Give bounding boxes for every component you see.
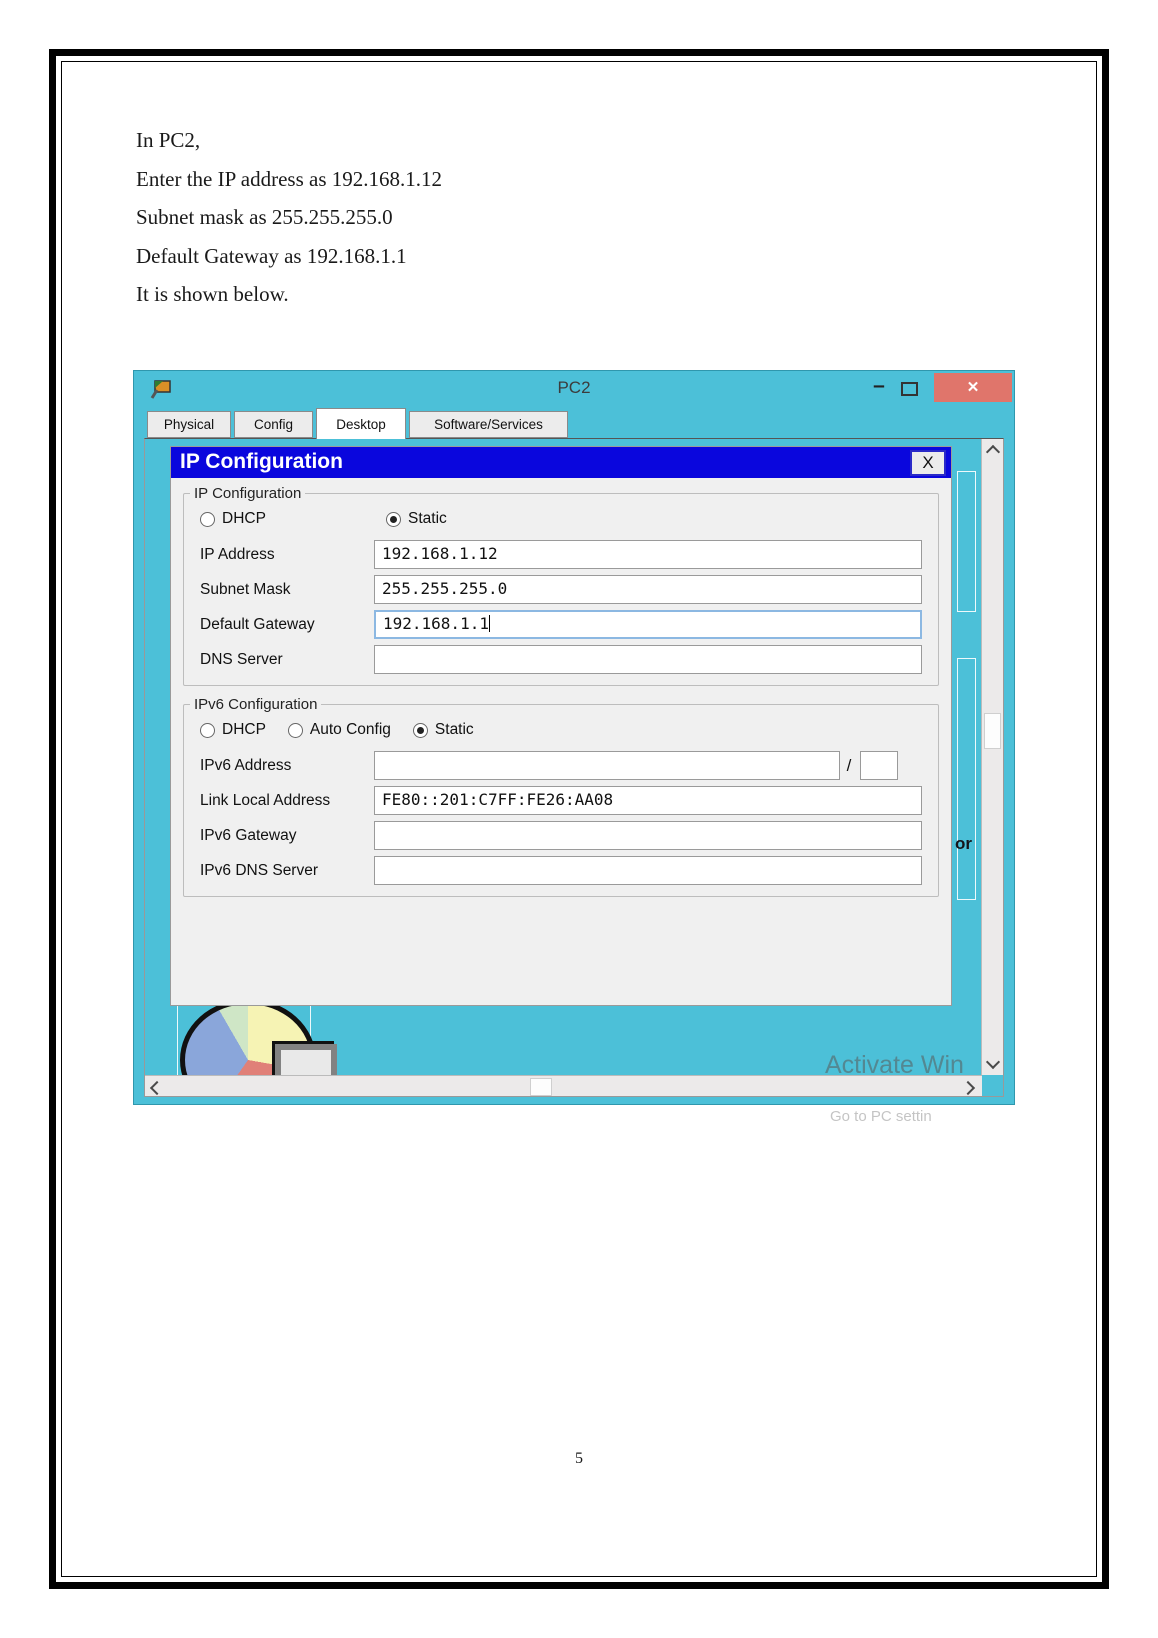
minimize-icon[interactable]: – (873, 374, 885, 397)
window-title: PC2 (557, 378, 591, 397)
doc-line: Enter the IP address as 192.168.1.12 (136, 166, 442, 191)
vertical-scroll-thumb[interactable] (984, 713, 1001, 749)
radio-ipv6-static[interactable] (413, 721, 474, 739)
radio-circle-icon (386, 512, 401, 527)
ipv6-dns-server-field[interactable] (374, 856, 922, 885)
radio-ipv6-dhcp[interactable] (200, 721, 266, 739)
maximize-icon[interactable] (896, 379, 922, 401)
scroll-right-icon[interactable] (961, 1081, 975, 1095)
scroll-up-icon[interactable] (986, 445, 1000, 459)
window-titlebar[interactable] (134, 371, 1014, 408)
radio-label: Static (434, 721, 474, 738)
doc-line: In PC2, (136, 128, 201, 152)
radio-circle-icon (200, 512, 215, 527)
ipv4-radio-row (200, 506, 930, 532)
scroll-left-icon[interactable] (150, 1081, 164, 1095)
field-label: IP Address (200, 545, 275, 563)
ipv6-radio-row (200, 717, 930, 743)
ip-address-field[interactable]: 192.168.1.12 (374, 540, 922, 569)
doc-line: Subnet mask as 255.255.255.0 (136, 205, 393, 230)
ipv4-groupbox (183, 485, 939, 686)
form-row (200, 645, 922, 674)
field-label: IPv6 DNS Server (200, 861, 319, 879)
ipv6-address-field[interactable] (374, 751, 840, 780)
desktop-grid-line (177, 999, 178, 1075)
tab-physical[interactable]: Physical (147, 411, 231, 438)
ipv6-legend: IPv6 Configuration (194, 696, 318, 713)
subnet-mask-field[interactable]: 255.255.255.0 (374, 575, 922, 604)
dialog-body (171, 478, 951, 1005)
doc-line: It is shown below. (136, 282, 289, 307)
form-row (200, 610, 922, 639)
ipv4-legend: IP Configuration (194, 485, 302, 502)
field-label: IPv6 Address (200, 756, 292, 774)
dialog-title[interactable]: IP Configuration (171, 447, 951, 478)
activate-windows-watermark-line2: Go to PC settin (830, 1108, 932, 1125)
radio-label: DHCP (222, 721, 266, 738)
default-gateway-field[interactable]: 192.168.1.1 (374, 610, 922, 639)
ip-configuration-dialog (170, 446, 952, 1006)
desktop-grid-rect (957, 658, 976, 900)
embedded-screenshot (133, 370, 1015, 1126)
field-label: IPv6 Gateway (200, 826, 297, 844)
ipv6-gateway-field[interactable] (374, 821, 922, 850)
form-row (200, 540, 922, 569)
prefix-separator: / (846, 755, 852, 775)
radio-label: Auto Config (309, 721, 391, 738)
form-row (200, 856, 922, 885)
field-label: DNS Server (200, 650, 283, 668)
link-local-address-field[interactable]: FE80::201:C7FF:FE26:AA08 (374, 786, 922, 815)
tab-config[interactable]: Config (234, 411, 313, 438)
form-row (200, 751, 922, 780)
tab-bar (134, 408, 1014, 438)
document-text (136, 121, 442, 314)
vertical-scrollbar[interactable] (981, 439, 1003, 1075)
form-row (200, 821, 922, 850)
dialog-close-button[interactable]: X (910, 450, 946, 476)
radio-dhcp[interactable] (200, 510, 386, 528)
radio-label: DHCP (222, 510, 266, 527)
horizontal-scroll-thumb[interactable] (530, 1078, 552, 1096)
form-row (200, 575, 922, 604)
desktop-grid-rect (957, 471, 976, 612)
activate-windows-watermark: Activate Win (825, 1051, 964, 1079)
tab-desktop[interactable]: Desktop (316, 408, 406, 439)
ipv6-groupbox (183, 696, 939, 897)
field-label: Default Gateway (200, 615, 315, 633)
dns-server-field[interactable] (374, 645, 922, 674)
doc-line: Default Gateway as 192.168.1.1 (136, 243, 407, 268)
page-number: 5 (575, 1450, 583, 1467)
radio-ipv6-auto-config[interactable] (288, 721, 391, 739)
radio-label: Static (408, 510, 447, 527)
ipv6-prefix-field[interactable] (860, 751, 898, 780)
desktop-viewport (144, 438, 1004, 1097)
radio-circle-icon (200, 723, 215, 738)
radio-circle-icon (288, 723, 303, 738)
tab-software-services[interactable]: Software/Services (409, 411, 568, 438)
close-icon[interactable]: ✕ (934, 373, 1012, 402)
radio-circle-icon (413, 723, 428, 738)
occluded-label-fragment: or (955, 834, 972, 853)
form-row (200, 786, 922, 815)
field-label: Subnet Mask (200, 580, 291, 598)
radio-static[interactable] (386, 510, 447, 528)
field-label: Link Local Address (200, 791, 331, 809)
pc2-window (133, 370, 1015, 1105)
scroll-down-icon[interactable] (986, 1055, 1000, 1069)
